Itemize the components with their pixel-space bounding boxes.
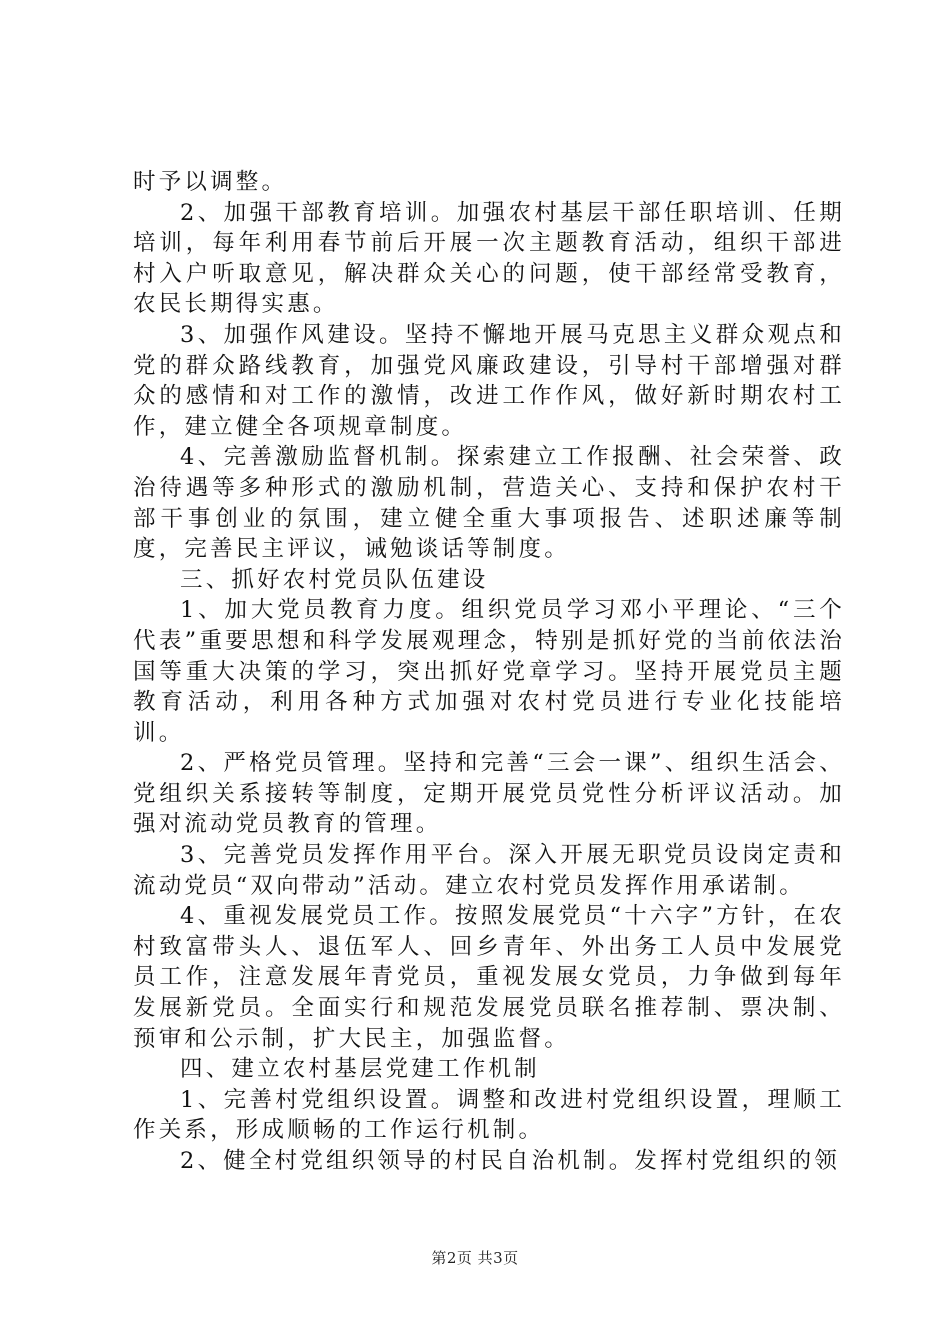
page-number-footer: 第2页 共3页	[431, 1249, 519, 1267]
paragraph: 3、加强作风建设。坚持不懈地开展马克思主义群众观点和党的群众路线教育，加强党风廉政建设，引导村干部增强对群众的感情和对工作的激情，改进工作作风，做好新时期农村工作，建立健全各项规章制度。	[133, 321, 845, 440]
paragraph: 4、完善激励监督机制。探索建立工作报酬、社会荣誉、政治待遇等多种形式的激励机制，营造关心、支持和保护农村干部干事创业的氛围，建立健全重大事项报告、述职述廉等制度，完善民主评议，诫勉谈话等制度。	[133, 444, 845, 563]
document-body	[133, 167, 845, 1177]
paragraph-continuation: 时予以调整。	[133, 169, 288, 195]
paragraph: 2、加强干部教育培训。加强农村基层干部任职培训、任期培训，每年利用春节前后开展一次主题教育活动，组织干部进村入户听取意见，解决群众关心的问题，使干部经常受教育，农民长期得实惠。	[133, 199, 845, 318]
paragraph: 1、加大党员教育力度。组织党员学习邓小平理论、“三个代表”重要思想和科学发展观理念，特别是抓好党的当前依法治国等重大决策的学习，突出抓好党章学习。坚持开展党员主题教育活动，利用各种方式加强对农村党员进行专业化技能培训。	[133, 597, 845, 746]
section-heading: 三、抓好农村党员队伍建设	[180, 566, 489, 593]
paragraph: 4、重视发展党员工作。按照发展党员“十六字”方针，在农村致富带头人、退伍军人、回乡青年、外出务工人员中发展党员工作，注意发展年青党员，重视发展女党员，力争做到每年发展新党员。全面实行和规范发展党员联名推荐制、票决制、预审和公示制，扩大民主，加强监督。	[133, 903, 845, 1052]
paragraph: 2、严格党员管理。坚持和完善“三会一课”、组织生活会、党组织关系接转等制度，定期开展党员党性分析评议活动。加强对流动党员教育的管理。	[133, 750, 845, 838]
section-heading: 四、建立农村基层党建工作机制	[180, 1056, 540, 1083]
paragraph: 1、完善村党组织设置。调整和改进村党组织设置，理顺工作关系，形成顺畅的工作运行机制。	[133, 1086, 845, 1144]
paragraph: 3、完善党员发挥作用平台。深入开展无职党员设岗定责和流动党员“双向带动”活动。建立农村党员发挥作用承诺制。	[133, 842, 845, 899]
paragraph: 2、健全村党组织领导的村民自治机制。发挥村党组织的领	[180, 1148, 841, 1174]
